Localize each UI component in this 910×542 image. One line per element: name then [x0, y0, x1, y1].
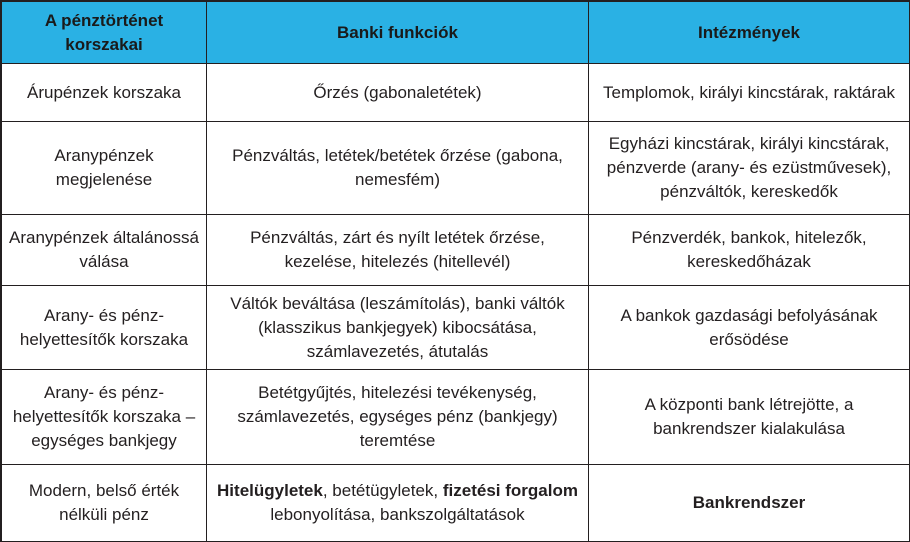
header-functions: Banki funkciók [207, 2, 589, 64]
institutions-cell: A központi bank létrejötte, a bankrendszer kialakulása [589, 370, 910, 465]
table-row [2, 465, 910, 542]
table-row [2, 286, 910, 370]
header-institutions: Intézmények [589, 2, 910, 64]
institutions-cell: Templomok, királyi kincstárak, raktárak [589, 64, 910, 122]
functions-cell [207, 465, 589, 542]
table-row [2, 215, 910, 286]
era-cell: Aranypénzek általánossá válása [2, 215, 207, 286]
table-row [2, 64, 910, 122]
functions-cell: Váltók beváltása (leszámítolás), banki váltók (klasszikus bankjegyek) kibocsátása, számlavezetés, átutalás [207, 286, 589, 370]
functions-cell: Őrzés (gabonaletétek) [207, 64, 589, 122]
header-row [2, 2, 910, 64]
functions-cell: Betétgyűjtés, hitelezési tevékenység, számlavezetés, egységes pénz (bankjegy) teremtése [207, 370, 589, 465]
institutions-cell: Pénzverdék, bankok, hitelezők, kereskedőházak [589, 215, 910, 286]
functions-cell: Pénzváltás, letétek/betétek őrzése (gabona, nemesfém) [207, 122, 589, 215]
era-cell: Aranypénzek megjelenése [2, 122, 207, 215]
money-history-table [1, 1, 910, 542]
functions-text-part: lebonyolítása, bankszolgáltatások [270, 505, 525, 524]
table-row [2, 370, 910, 465]
institutions-cell [589, 465, 910, 542]
bold-banking-system: Bankrendszer [692, 493, 806, 512]
table-row [2, 122, 910, 215]
header-era: A pénztörténet korszakai [2, 2, 207, 64]
era-cell: Arany- és pénz-helyettesítők korszaka – egységes bankjegy [2, 370, 207, 465]
bold-payment-flow: fizetési forgalom [442, 481, 578, 500]
functions-cell: Pénzváltás, zárt és nyílt letétek őrzése, kezelése, hitelezés (hitellevél) [207, 215, 589, 286]
era-cell: Modern, belső érték nélküli pénz [2, 465, 207, 542]
functions-text-part: , betétügyletek, [322, 481, 443, 500]
era-cell: Árupénzek korszaka [2, 64, 207, 122]
institutions-cell: Egyházi kincstárak, királyi kincstárak, pénzverde (arany- és ezüstművesek), pénzváltók, kereskedők [589, 122, 910, 215]
institutions-cell: A bankok gazdasági befolyásának erősödése [589, 286, 910, 370]
bold-credit-transactions: Hitelügyletek [217, 481, 323, 500]
era-cell: Arany- és pénz-helyettesítők korszaka [2, 286, 207, 370]
